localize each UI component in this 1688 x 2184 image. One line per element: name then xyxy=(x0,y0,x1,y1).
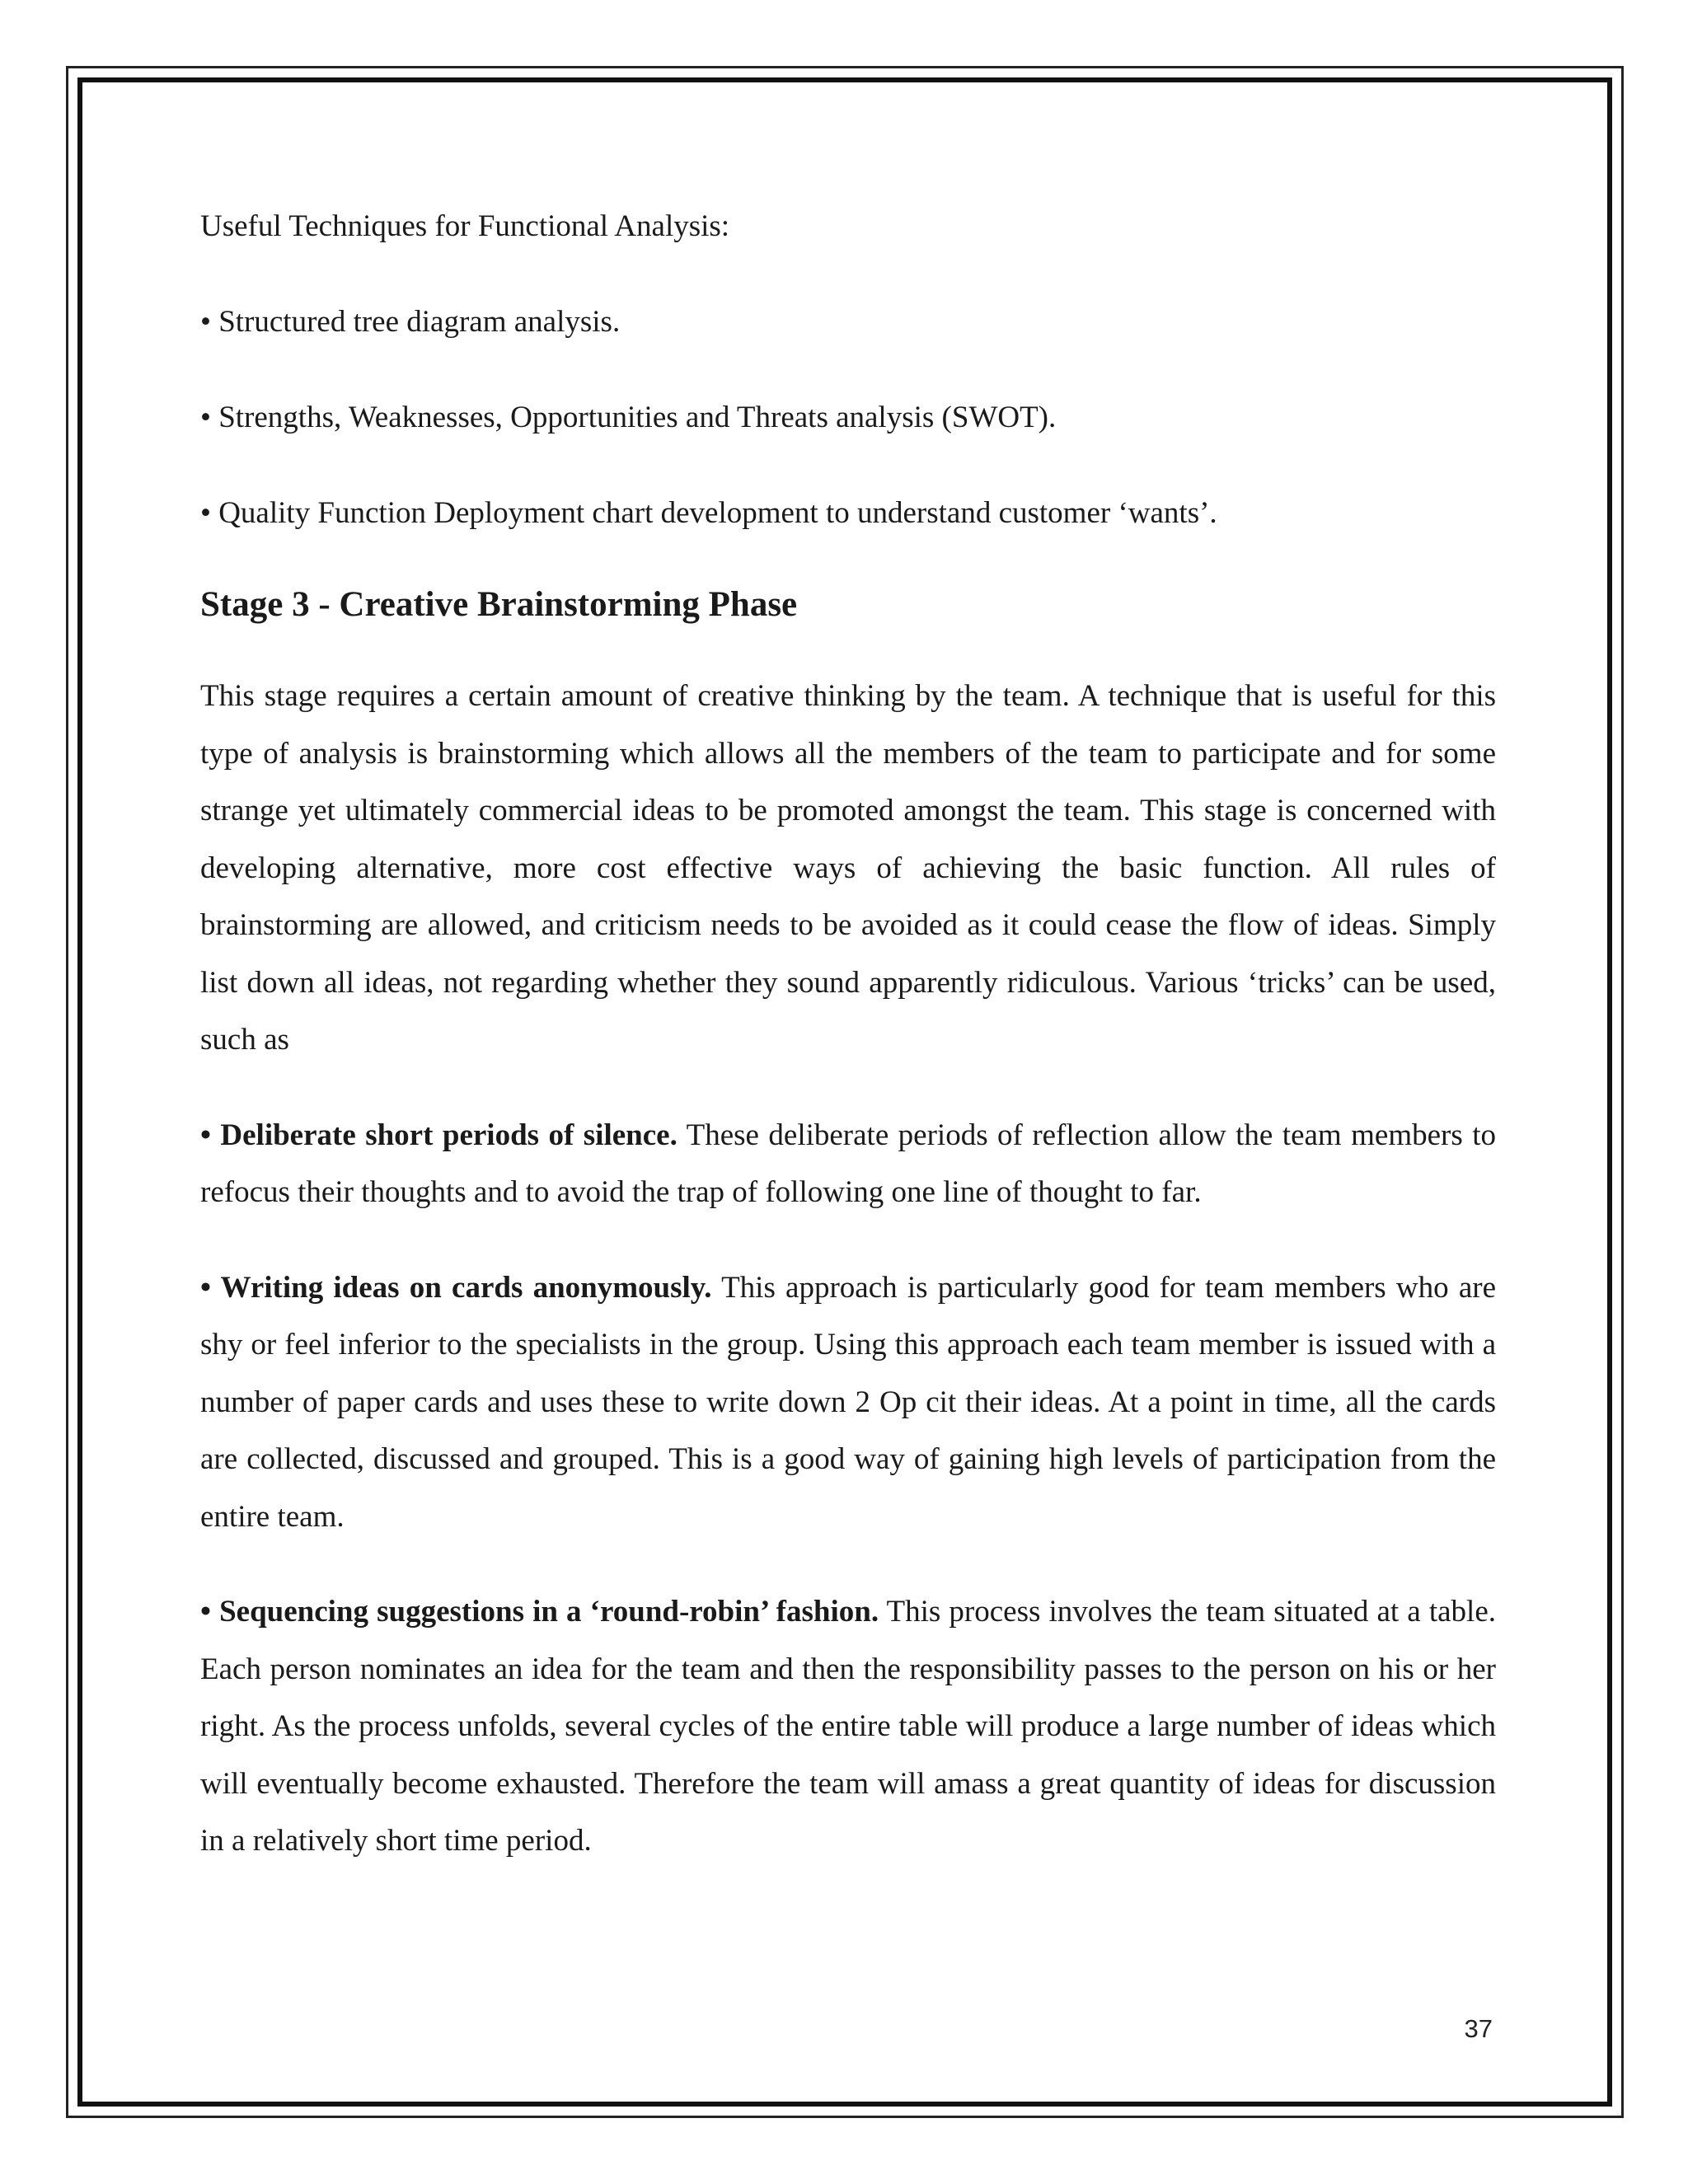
trick-text: These deliberate periods of reflection allow the team members to refocus their thoughts and to avoid the trap of following one line of thought to far. xyxy=(200,1118,1496,1209)
stage-paragraph: This stage requires a certain amount of creative thinking by the team. A technique that is useful for this type of analysis is brainstorming which allows all the members of the team to participate and for some strange yet ultimately commercial ideas to be promoted amongst the team. This stage is concerned with developing alternative, more cost effective ways of achieving the basic function. All rules of brainstorming are allowed, and criticism needs to be avoided as it could cease the flow of ideas. Simply list down all ideas, not regarding whether they sound apparently ridiculous. Various ‘tricks’ can be used, such as xyxy=(200,679,1496,1057)
trick-title: • Sequencing suggestions in a ‘round-robin’ fashion. xyxy=(200,1595,879,1629)
trick-item xyxy=(200,1583,1496,1870)
page-content xyxy=(200,198,1496,1908)
technique-item: • Structured tree diagram analysis. xyxy=(200,305,621,339)
technique-item: • Quality Function Deployment chart development to understand customer ‘wants’. xyxy=(200,496,1217,530)
trick-item xyxy=(200,1259,1496,1546)
trick-text: This approach is particularly good for team members who are shy or feel inferior to the specialists in the group. Using this approach each team member is issued with a number of paper cards and uses these to write down 2 Op cit their ideas. At a point in time, all the cards are collected, discussed and grouped. This is a good way of gaining high levels of participation from the entire team. xyxy=(200,1270,1496,1534)
technique-item: • Strengths, Weaknesses, Opportunities and Threats analysis (SWOT). xyxy=(200,401,1057,434)
trick-title: • Writing ideas on cards anonymously. xyxy=(200,1270,712,1305)
trick-item xyxy=(200,1107,1496,1221)
trick-text: This process involves the team situated at a table. Each person nominates an idea for the team and then the responsibility passes to the person on his or her right. As the process unfolds, several cycles of the entire table will produce a large number of ideas which will eventually become exhausted. Therefore the team will amass a great quantity of ideas for discussion in a relatively short time period. xyxy=(200,1595,1496,1858)
trick-title: • Deliberate short periods of silence. xyxy=(200,1118,678,1152)
section-heading: Stage 3 - Creative Brainstorming Phase xyxy=(200,585,798,624)
techniques-intro: Useful Techniques for Functional Analysis: xyxy=(200,209,730,243)
page-number: 37 xyxy=(1464,2014,1493,2043)
